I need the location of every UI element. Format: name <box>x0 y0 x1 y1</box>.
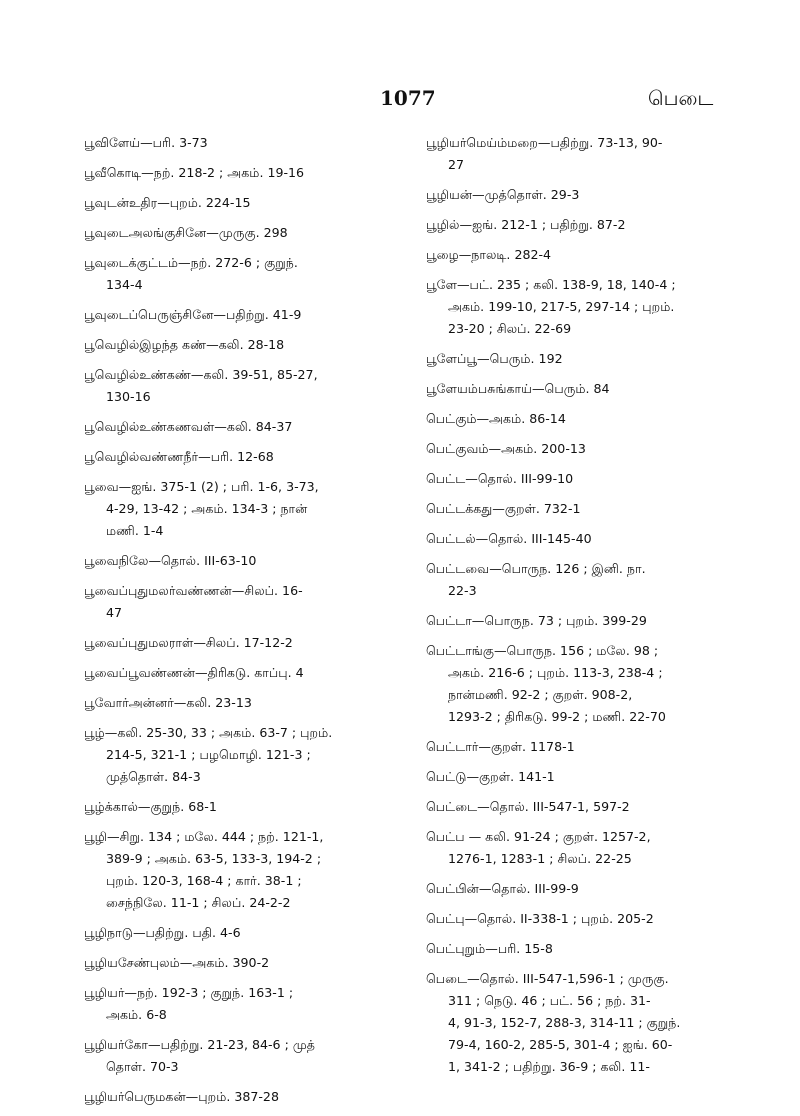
index-entry: பூவெழில்உண்கண்—கலி. 39-51, 85-27, 130-16 <box>84 367 318 404</box>
index-entry: பெட்டக்கது—குறள். 732-1 <box>426 501 581 516</box>
index-entry: பூழி—சிறு. 134 ; மலே. 444 ; நற். 121-1, 389-9 ; அகம். 63-5, 133-3, 194-2 ; புறம். 120-3, 168-4 ; கார். 38-1 ; சைந்நிலே. 11-1 ; சிலப். 24-2-2 <box>84 829 324 910</box>
index-entry: பெட்டை—தொல். III-547-1, 597-2 <box>426 799 630 814</box>
index-entry: பூவை—ஐங். 375-1 (2) ; பரி. 1-6, 3-73, 4-29, 13-42 ; அகம். 134-3 ; நான் மணி. 1-4 <box>84 479 319 538</box>
index-entry: பெட்குவம்—அகம். 200-13 <box>426 441 586 456</box>
index-entry: பூழ்—கலி. 25-30, 33 ; அகம். 63-7 ; புறம். 214-5, 321-1 ; பழமொழி. 121-3 ; முத்தொள். 84-3 <box>84 725 333 784</box>
index-entry: பூவுடைக்குட்டம்—நற். 272-6 ; குறுந். 134-4 <box>84 255 298 292</box>
index-entry: பெட்ட—தொல். III-99-10 <box>426 471 574 486</box>
index-entry: பெட்ப — கலி. 91-24 ; குறள். 1257-2, 1276-1, 1283-1 ; சிலப். 22-25 <box>426 829 651 866</box>
index-entry: பெட்பின்—தொல். III-99-9 <box>426 881 579 896</box>
index-entry: பூழியர்மெய்ம்மறை—பதிற்று. 73-13, 90- 27 <box>426 135 663 172</box>
page-number: 1077 <box>380 86 436 110</box>
index-entry: பூவுடைப்பெருஞ்சினே—பதிற்று. 41-9 <box>84 307 302 322</box>
index-entry: பெட்பு—தொல். II-338-1 ; புறம். 205-2 <box>426 911 654 926</box>
index-entry: பூழில்—ஐங். 212-1 ; பதிற்று. 87-2 <box>426 217 626 232</box>
index-entry: பூவிளேய்—பரி. 3-73 <box>84 135 208 150</box>
index-entry: பூவீகொடி—நற். 218-2 ; அகம். 19-16 <box>84 165 305 180</box>
index-entry: பூளே—பட். 235 ; கலி. 138-9, 18, 140-4 ; அகம். 199-10, 217-5, 297-14 ; புறம். 23-20 ; சிலப். 22-69 <box>426 277 676 336</box>
index-entry: பூவைநிலே—தொல். III-63-10 <box>84 553 257 568</box>
index-entry: பூழை—நாலடி. 282-4 <box>426 247 552 262</box>
index-entry: பூவெழில்இழந்த கண்—கலி. 28-18 <box>84 337 285 352</box>
index-entry: பூழியசேண்புலம்—அகம். 390-2 <box>84 955 270 970</box>
index-entry: பெட்டார்—குறள். 1178-1 <box>426 739 575 754</box>
index-entry: பெட்டாங்கு—பொருந. 156 ; மலே. 98 ; அகம். 216-6 ; புறம். 113-3, 238-4 ; நான்மணி. 92-2 ; குறள். 908-2, 1293-2 ; திரிகடு. 99-2 ; மணி. 22-70 <box>426 643 666 724</box>
left-column <box>84 132 394 1116</box>
index-entry: பூளேயம்பசுங்காய்—பெரும். 84 <box>426 381 610 396</box>
index-entry: பூவெழில்வண்ணநீர்—பரி. 12-68 <box>84 449 274 464</box>
index-entry: பூவுடன்உதிர—புறம். 224-15 <box>84 195 251 210</box>
index-entry: பூவோர்அன்னர்—கலி. 23-13 <box>84 695 252 710</box>
index-entry: பெடை—தொல். III-547-1,596-1 ; முருகு. 311 ; நெடு. 46 ; பட். 56 ; நற். 31- 4, 91-3, 152-7, 288-3, 314-11 ; குறுந். 79-4, 160-2, 285-5, 301-4 ; ஐங். 60- 1, 341-2 ; பதிற்று. 36-9 ; கலி. 11- <box>426 971 681 1074</box>
index-entry: பூழிநாடு—பதிற்று. பதி. 4-6 <box>84 925 241 940</box>
index-entry: பூழியர்பெருமகன்—புறம். 387-28 <box>84 1089 279 1104</box>
index-entry: பூழியர்கோ—பதிற்று. 21-23, 84-6 ; முத் தொள். 70-3 <box>84 1037 316 1074</box>
index-entry: பெட்டா—பொருந. 73 ; புறம். 399-29 <box>426 613 647 628</box>
right-column <box>426 132 746 1086</box>
index-entry: பூழ்க்கால்—குறுந். 68-1 <box>84 799 217 814</box>
index-entry: பூவைப்பூவண்ணன்—திரிகடு. காப்பு. 4 <box>84 665 304 680</box>
index-entry: பூவுடைஅலங்குசினே—முருகு. 298 <box>84 225 288 240</box>
index-entry: பெட்டு—குறள். 141-1 <box>426 769 555 784</box>
index-entry: பூழியன்—முத்தொள். 29-3 <box>426 187 580 202</box>
index-entry: பெட்டல்—தொல். III-145-40 <box>426 531 592 546</box>
running-head: பெடை <box>648 86 714 110</box>
index-entry: பெட்புறும்—பரி. 15-8 <box>426 941 553 956</box>
index-entry: பூளேப்பூ—பெரும். 192 <box>426 351 563 366</box>
index-entry: பூவைப்புதுமலர்வண்ணன்—சிலப். 16- 47 <box>84 583 303 620</box>
index-entry: பெட்கும்—அகம். 86-14 <box>426 411 566 426</box>
index-entry: பூழியர்—நற். 192-3 ; குறுந். 163-1 ; அகம். 6-8 <box>84 985 294 1022</box>
index-entry: பெட்டவை—பொருந. 126 ; இனி. நா. 22-3 <box>426 561 646 598</box>
index-entry: பூவெழில்உண்கணவள்—கலி. 84-37 <box>84 419 293 434</box>
index-entry: பூவைப்புதுமலராள்—சிலப். 17-12-2 <box>84 635 293 650</box>
